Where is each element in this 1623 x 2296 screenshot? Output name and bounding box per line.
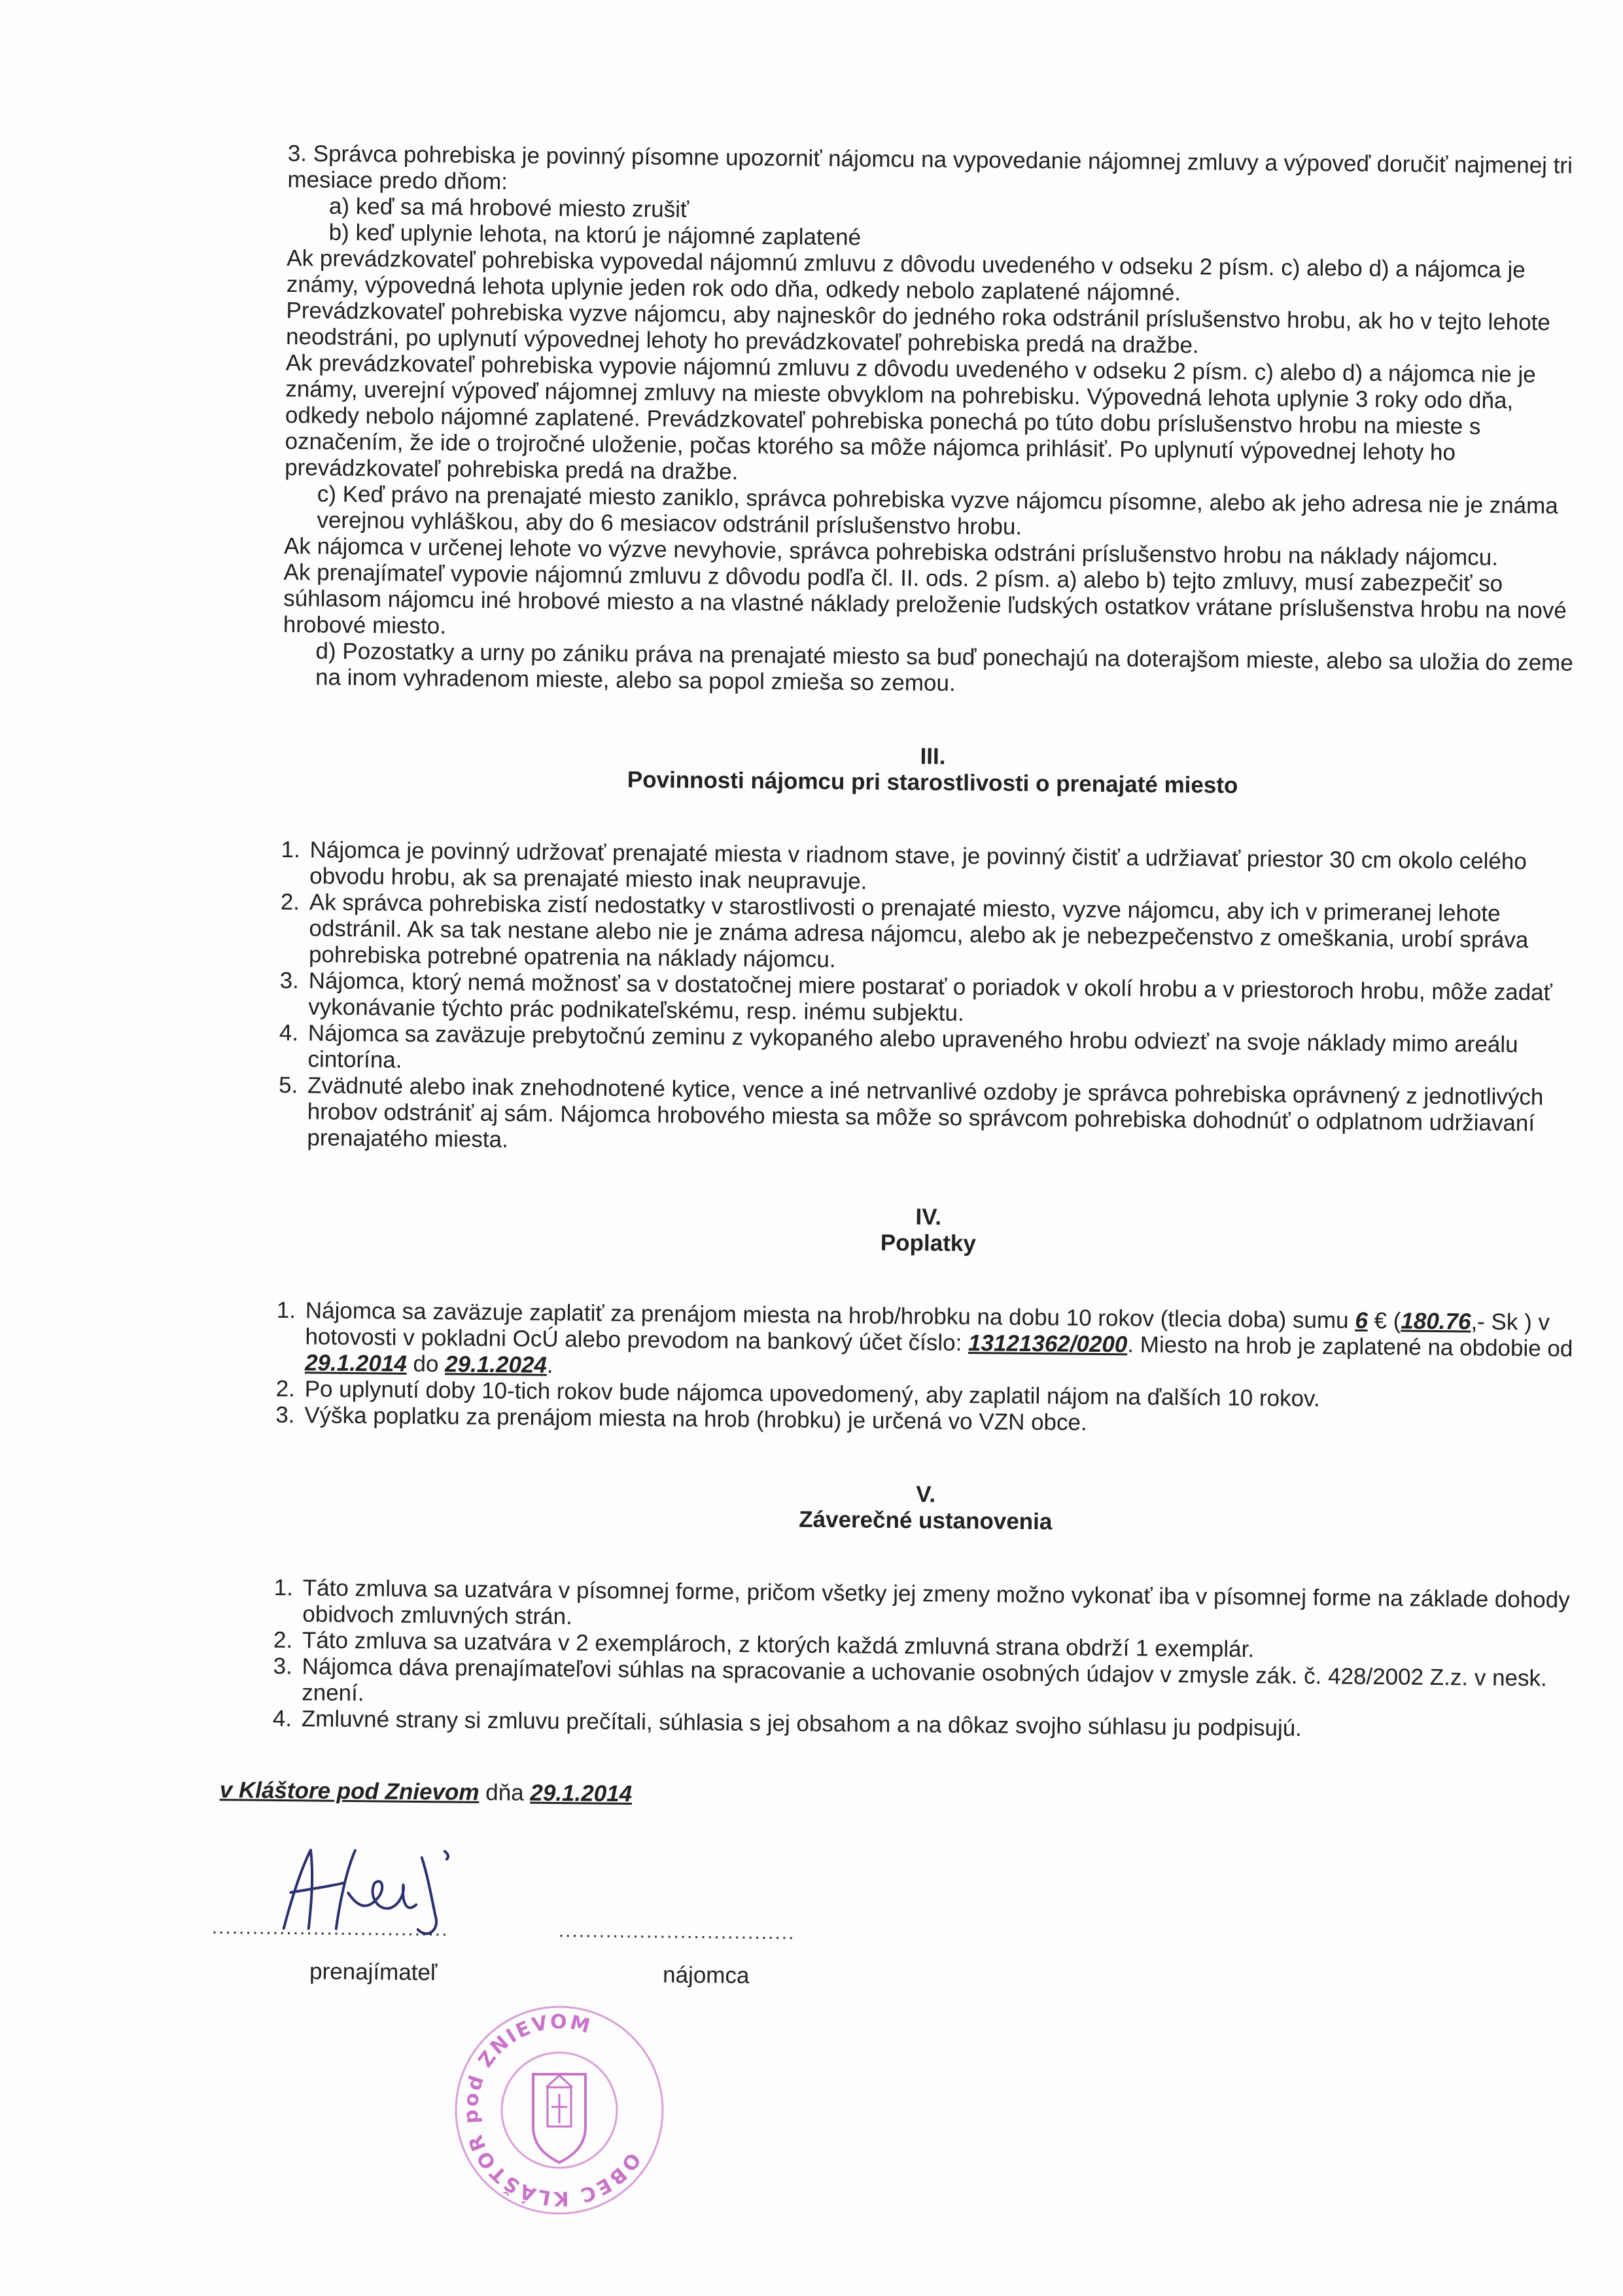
fee-text: € ( xyxy=(1367,1307,1401,1334)
item-number: 1. xyxy=(276,1297,296,1324)
date-from: 29.1.2014 xyxy=(304,1350,407,1377)
amount-sk: 180.76 xyxy=(1401,1308,1471,1335)
coat-of-arms-icon xyxy=(533,2074,585,2163)
date-prefix: dňa xyxy=(479,1779,531,1806)
item-number: 1. xyxy=(281,836,300,863)
signing-date: 29.1.2014 xyxy=(530,1780,633,1807)
item-text: Zmluvné strany si zmluvu prečítali, súhlasia s jej obsahom a na dôkaz svojho súhlasu ju podpisujú. xyxy=(301,1706,1302,1741)
item-text: Výška poplatku za prenájom miesta na hrob (hrobku) je určená vo VZN obce. xyxy=(304,1402,1087,1436)
fee-text: Nájomca sa zaväzuje zaplatiť za prenájom miesta na hrob/hrobku na dobu 10 rokov (tlecia doba) sumu xyxy=(305,1298,1355,1333)
paragraph-3-text-3: Ak prevádzkovateľ pohrebiska vypovie nájomnú zmluvu z dôvodu uvedeného v odseku 2 písm. c) alebo d) a nájomca nie je známy, uverejní výpoveď nájomnej zmluvy na mieste obvyklom na pohrebisku. Výpovedná lehota uplynie 3 roky odo dňa, odkedy nebolo nájomné zaplatené. Prevádzkovateľ pohrebiska ponechá po túto dobu príslušenstvo hrobu na mieste s označením, že ide o trojročné uloženie, počas ktorého sa môže nájomca prihlásiť. Po uplynutí výpovednej lehoty ho prevádzkovateľ pohrebiska predá na dražbe. xyxy=(285,349,1536,485)
item-number: 1. xyxy=(273,1574,294,1601)
item-number: 2. xyxy=(273,1627,293,1653)
item-text: Nájomca sa zaväzuje prebytočnú zeminu z vykopaného alebo upraveného hrobu odviezť na svoje náklady mimo areálu cintorína. xyxy=(307,1020,1518,1073)
signature-block xyxy=(211,1803,1573,1987)
section-3-number: III. xyxy=(920,743,946,769)
fee-text: . Miesto na hrob je zaplatené na obdobie od xyxy=(1127,1332,1573,1362)
list-item-fee xyxy=(276,1298,1579,1388)
paragraph-3c-text-1: Ak nájomca v určenej lehote vo výzve nevyhovie, správca pohrebiska odstráni príslušenstvo hrobu na náklady nájomcu. xyxy=(283,533,1499,571)
item-text: Nájomca, ktorý nemá možnosť sa v dostatočnej miere postarať o poriadok v okolí hrobu a v priestoroch hrobu, môže zadať vykonávanie týchto prác podnikateľskému, resp. inému subjektu. xyxy=(308,968,1552,1026)
section-5-number: V. xyxy=(916,1481,936,1508)
section-5-title: Záverečné ustanovenia xyxy=(799,1506,1053,1535)
item-number: 4. xyxy=(279,1019,299,1046)
item-text: Nájomca dáva prenajímateľovi súhlas na spracovanie a uchovanie osobných údajov v zmysle zák. č. 428/2002 Z.z. v nesk. znení. xyxy=(302,1653,1547,1706)
paragraph-3c-text-2: Ak prenajímateľ vypovie nájomnú zmluvu z dôvodu podľa čl. II. ods. 2 písm. a) alebo b) tejto zmluvy, musí zabezpečiť so súhlasom nájomcu iné hrobové miesto a na vlastné náklady preloženie ľudských ostatkov vrátane príslušenstva hrobu na nové hrobové miesto. xyxy=(283,559,1567,639)
signature-line-tenant: ................................... xyxy=(558,1920,795,1944)
place: v Kláštore pod Znievom xyxy=(219,1777,480,1805)
item-number: 2. xyxy=(280,889,300,915)
section-3-title: Povinnosti nájomcu pri starostlivosti o prenajaté miesto xyxy=(627,767,1238,798)
fee-text: . xyxy=(546,1352,553,1378)
municipal-stamp xyxy=(448,2002,671,2218)
contract-text xyxy=(211,141,1590,1988)
fee-text: ,- Sk ) v hotovosti v pokladni OcÚ alebo prevodom na bankový účet číslo: xyxy=(305,1309,1550,1356)
fee-text: do xyxy=(406,1351,445,1377)
list-item xyxy=(278,1072,1580,1163)
item-number: 3. xyxy=(279,967,300,994)
stamp-text: OBEC KLÁŠTOR pod ZNIEVOM xyxy=(459,2010,645,2210)
item-text: Ak správca pohrebiska zistí nedostatky v starostlivosti o prenajaté miesto, vyzve nájomcu, aby ich v primeranej lehote odstránil. Ak sa tak nestane alebo nie je známa adresa nájomcu, alebo ak je nebezpečenstvo z omeškania, urobí správa pohrebiska potrebné opatrenia na náklady nájomcu. xyxy=(308,889,1529,973)
paragraph-3d: d) Pozostatky a urny po zániku práva na prenajaté miesto sa buď ponechajú na doterajšom mieste, alebo sa uložia do zeme na inom vyhradenom mieste, alebo sa popol zmieša so zemou. xyxy=(315,638,1573,696)
section-4-title: Poplatky xyxy=(880,1229,976,1257)
section-4-number: IV. xyxy=(915,1204,942,1230)
bank-account: 13121362/0200 xyxy=(968,1330,1128,1358)
label-tenant: nájomca xyxy=(662,1962,750,1988)
section-3-list xyxy=(278,837,1583,1163)
section-4-list xyxy=(275,1298,1579,1441)
paragraph-3b: b) keď uplynie lehota, na ktorú je nájomné zaplatené xyxy=(328,219,862,251)
item-number: 4. xyxy=(272,1705,292,1732)
paragraph-3-text-1: Ak prevádzkovateľ pohrebiska vypovedal nájomnú zmluvu z dôvodu uvedeného v odseku 2 písm. c) alebo d) a nájomca je známy, výpovedná lehota uplynie jeden rok odo dňa, odkedy nebolo zaplatené nájomné. xyxy=(286,245,1526,306)
paragraph-3a: a) keď sa má hrobové miesto zrušiť xyxy=(328,193,689,222)
item-text: Po uplynutí doby 10-tich rokov bude nájomca upovedomený, aby zaplatil nájom na ďalších 10 rokov. xyxy=(304,1376,1320,1412)
paragraph-3c: c) Keď právo na prenajaté miesto zaniklo, správca pohrebiska vyzve nájomcu písomne, alebo ak jeho adresa nie je známa verejnou vyhláškou, aby do 6 mesiacov odstránil príslušenstvo hrobu. xyxy=(317,481,1558,540)
paragraph-3-intro: 3. Správca pohrebiska je povinný písomne upozorniť nájomcu na vypovedanie nájomnej zmluvy a výpoveď doručiť najmenej tri mesiace predo dňom: xyxy=(287,141,1573,195)
section-2-continuation xyxy=(283,141,1590,703)
item-text: Nájomca je povinný udržovať prenajaté miesta v riadnom stave, je povinný čistiť a udržiavať priestor 30 cm okolo celého obvodu hrobu, ak sa prenajaté miesto inak neupravuje. xyxy=(309,837,1527,894)
item-text: Táto zmluva sa uzatvára v 2 exemplároch, z ktorých každá zmluvná strana obdrží 1 exemplár. xyxy=(302,1627,1255,1663)
paragraph-3-text-2: Prevádzkovateľ pohrebiska vyzve nájomcu, aby najneskôr do jedného roka odstránil príslušenstvo hrobu, ak ho v tejto lehote neodstráni, po uplynutí výpovednej lehoty ho prevádzkovateľ pohrebiska predá na dražbe. xyxy=(285,297,1551,359)
list-item xyxy=(280,889,1582,980)
amount-eur: 6 xyxy=(1355,1307,1368,1333)
item-text: Zvädnuté alebo inak znehodnotené kytice, vence a iné netrvanlivé ozdoby je správca pohrebiska oprávnený z jednotlivých hrobov odstrániť aj sám. Nájomca hrobového miesta sa môže so správcom pohrebiska dohodnúť o odplatnom udržiavaní prenajatého miesta. xyxy=(307,1072,1544,1153)
item-number: 3. xyxy=(273,1653,293,1680)
item-number: 2. xyxy=(275,1375,296,1402)
section-5-list xyxy=(273,1575,1576,1744)
date-to: 29.1.2024 xyxy=(444,1351,548,1378)
item-text: Táto zmluva sa uzatvára v písomnej forme, pričom všetky jej zmeny možno vykonať iba v písomnej forme na základe dohody obidvoch zmluvných strán. xyxy=(302,1575,1570,1630)
item-number: 5. xyxy=(278,1072,298,1099)
label-landlord: prenajímateľ xyxy=(309,1958,438,1986)
signature-line-landlord: ................................... xyxy=(211,1916,449,1941)
item-number: 3. xyxy=(275,1402,295,1428)
